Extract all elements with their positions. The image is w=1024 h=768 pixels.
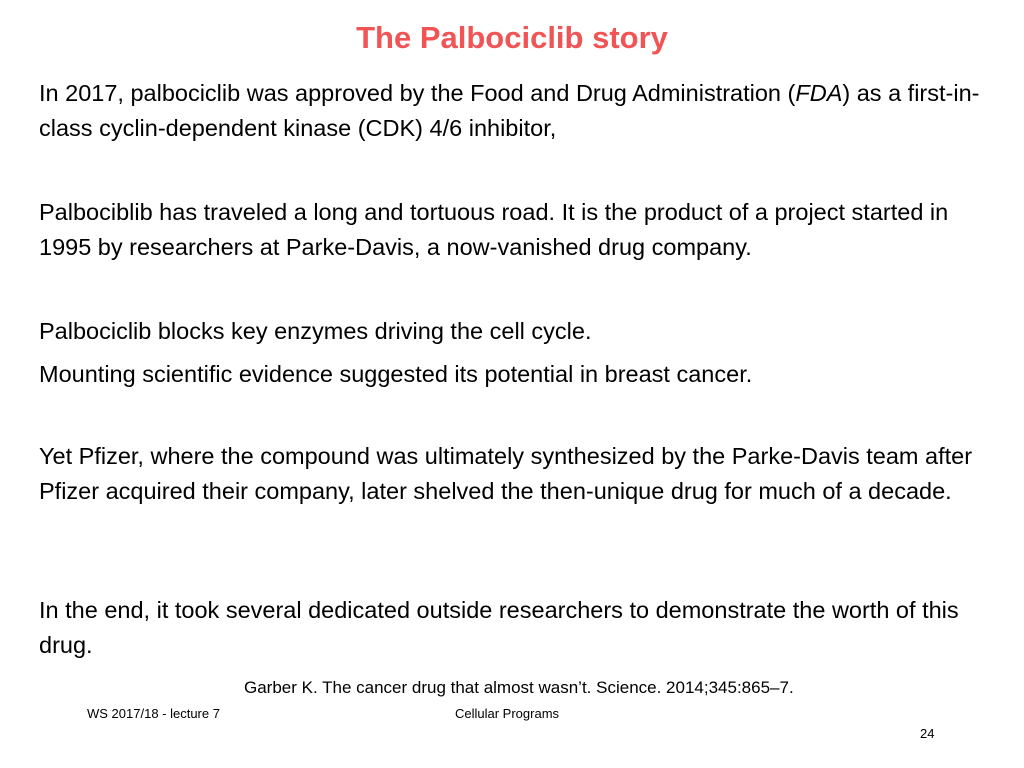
paragraph-history: Palbociblib has traveled a long and tortuous road. It is the product of a project started in 1995 by researchers at Parke-Davis, a now-vanished drug company. (39, 199, 949, 260)
paragraph-fda-approval-end: ) as a first-in-class cyclin-dependent kinase (CDK) 4/6 inhibitor, (39, 80, 980, 141)
slide-title: The Palbociclib story (356, 20, 668, 55)
paragraph-pfizer: Yet Pfizer, where the compound was ultimately synthesized by the Parke-Davis team after Pfizer acquired their company, later shelved the then-unique drug for much of a decade. (39, 443, 973, 504)
paragraph-conclusion: In the end, it took several dedicated outside researchers to demonstrate the worth of this drug. (39, 597, 959, 658)
fda-abbreviation: FDA (795, 80, 843, 106)
footer-course: WS 2017/18 - lecture 7 (87, 706, 220, 721)
paragraph-mechanism: Palbociclib blocks key enzymes driving the cell cycle. (39, 318, 592, 344)
paragraph-fda-approval (39, 76, 989, 146)
citation: Garber K. The cancer drug that almost wasn’t. Science. 2014;345:865–7. (244, 678, 794, 697)
paragraph-evidence: Mounting scientific evidence suggested its potential in breast cancer. (39, 361, 753, 387)
page-number: 24 (920, 726, 935, 741)
footer-lecture-title: Cellular Programs (455, 706, 560, 721)
paragraph-fda-approval-start: In 2017, palbociclib was approved by the Food and Drug Administration ( (39, 80, 796, 106)
